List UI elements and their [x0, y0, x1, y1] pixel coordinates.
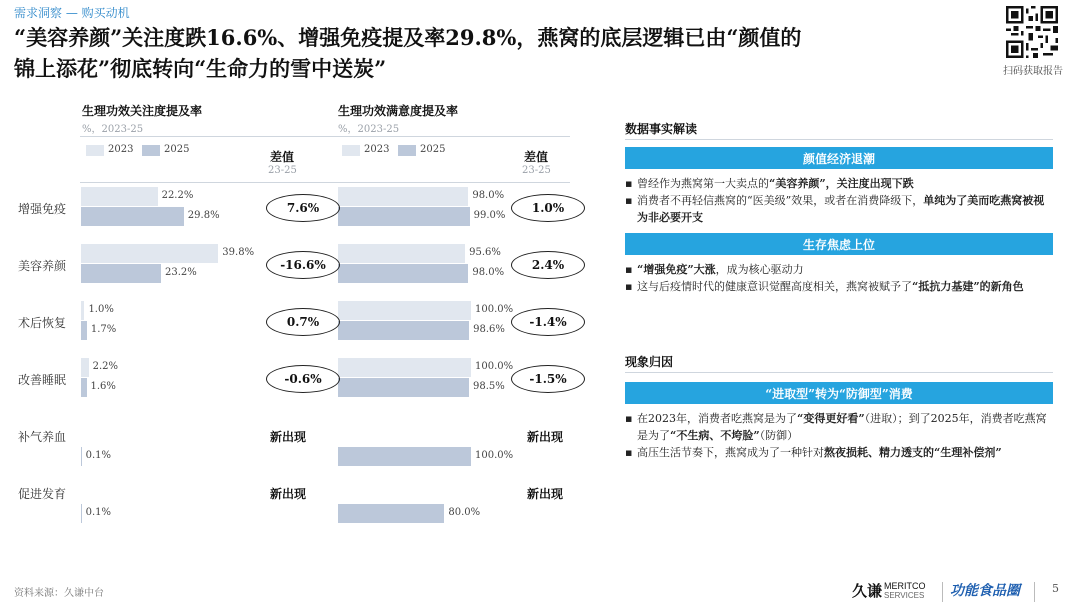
bar-2023 — [338, 244, 465, 263]
bullet-item: ▪ 这与后疫情时代的健康意识觉醒高度相关，燕窝被赋予了“抵抗力基建”的新角色 — [625, 280, 1024, 293]
legend-label-2023: 2023 — [108, 144, 134, 155]
bar-value-label: 29.8% — [187, 210, 220, 221]
bullet-list-3 — [625, 410, 1053, 461]
bar-2023 — [81, 187, 158, 206]
breadcrumb: 需求洞察 — 购买动机 — [14, 6, 130, 20]
bar-value-label: 100.0% — [475, 450, 514, 461]
divider — [80, 136, 570, 137]
bar-value-label: 1.0% — [88, 304, 114, 315]
diff-sub: 23-25 — [522, 165, 551, 176]
category-label: 促进发育 — [18, 487, 67, 501]
legend-swatch-2023 — [86, 145, 104, 156]
bar-value-label: 99.0% — [473, 210, 506, 221]
category-label: 改善睡眠 — [18, 373, 67, 387]
bar-value-label: 1.7% — [90, 324, 117, 335]
diff-ellipse: 7.6% — [266, 194, 340, 222]
facts-title: 数据事实解读 — [625, 122, 698, 136]
legend-swatch-2025 — [142, 145, 160, 156]
page-number: 5 — [1052, 582, 1059, 595]
section-bar-1: 颜值经济退潮 — [625, 147, 1053, 169]
bar-2025 — [338, 447, 471, 466]
category-label: 美容养颜 — [18, 259, 67, 273]
legend-label-2025: 2025 — [420, 144, 446, 155]
cause-title: 现象归因 — [625, 355, 674, 369]
bullet-item: ▪ 在2023年，消费者吃燕窝是为了“变得更好看”（进取）；到了2025年，消费者吃燕窝是为了“不生病、不垮脸”（防御） — [625, 412, 1047, 442]
bar-value-label: 98.5% — [473, 381, 505, 392]
bar-2025 — [81, 504, 82, 523]
bullet-item: ▪ 高压生活节奏下，燕窝成为了一种针对熬夜损耗、精力透支的“生理补偿剂” — [625, 446, 1002, 459]
meritco-logo: MERITCO SERVICES — [884, 581, 926, 600]
bar-2025 — [338, 378, 469, 397]
right-chart-title: 生理功效满意度提及率 — [338, 104, 459, 118]
bar-2025 — [338, 264, 468, 283]
bar-value-label: 1.6% — [90, 381, 116, 392]
bar-value-label: 98.0% — [472, 267, 505, 278]
bar-value-label: 23.2% — [165, 267, 197, 278]
divider — [80, 182, 570, 183]
diff-new-tag: 新出现 — [270, 430, 307, 444]
bar-value-label: 100.0% — [475, 361, 514, 372]
section-bar-3: “进取型”转为“防御型”消费 — [625, 382, 1053, 404]
section-bar-2: 生存焦虑上位 — [625, 233, 1053, 255]
bar-value-label: 100.0% — [475, 304, 514, 315]
bullet-item: ▪ 曾经作为燕窝第一大卖点的“美容养颜”，关注度出现下跌 — [625, 177, 914, 190]
diff-ellipse: -1.4% — [511, 308, 585, 336]
divider — [1034, 582, 1035, 602]
category-label: 术后恢复 — [18, 316, 67, 330]
bar-value-label: 0.1% — [85, 450, 111, 461]
bar-2023 — [338, 358, 471, 377]
diff-sub: 23-25 — [268, 165, 297, 176]
diff-ellipse: -1.5% — [511, 365, 585, 393]
bullet-item: ▪ 消费者不再轻信燕窝的“医美级”效果，或者在消费降级下，单纯为了美而吃燕窝被视为非必要开支 — [625, 194, 1045, 224]
bar-2025 — [81, 447, 82, 466]
right-chart-unit: %，2023-25 — [338, 124, 400, 135]
bar-value-label: 80.0% — [448, 507, 481, 518]
bullet-list-2 — [625, 261, 1053, 295]
bar-2025 — [338, 504, 444, 523]
bar-value-label: 95.6% — [469, 247, 501, 258]
bullet-list-1 — [625, 175, 1053, 226]
bar-2025 — [338, 321, 469, 340]
bar-2023 — [81, 358, 89, 377]
bar-value-label: 22.2% — [161, 190, 194, 201]
jiuqian-logo: 久谦 — [852, 582, 883, 600]
diff-new-tag: 新出现 — [270, 487, 307, 501]
bar-2023 — [338, 187, 468, 206]
bar-2023 — [81, 244, 218, 263]
legend-label-2023: 2023 — [364, 144, 390, 155]
divider — [625, 139, 1053, 140]
legend-swatch-2023 — [342, 145, 360, 156]
bar-value-label: 98.6% — [473, 324, 505, 335]
page-title: “美容养颜”关注度跌16.6%、增强免疫提及率29.8%，燕窝的底层逻辑已由“颜值的 锦上添花”彻底转向“生命力的雪中送炭” — [14, 25, 802, 81]
gongneng-logo: 功能食品圈 — [950, 583, 1020, 599]
divider — [942, 582, 943, 602]
left-chart-unit: %，2023-25 — [82, 124, 144, 135]
bar-2025 — [81, 378, 87, 397]
diff-ellipse: 2.4% — [511, 251, 585, 279]
diff-header: 差值 — [270, 150, 295, 164]
left-chart-title: 生理功效关注度提及率 — [82, 104, 203, 118]
bar-2025 — [81, 321, 87, 340]
bullet-item: ▪ “增强免疫”大涨，成为核心驱动力 — [625, 263, 804, 276]
diff-header: 差值 — [524, 150, 549, 164]
legend-swatch-2025 — [398, 145, 416, 156]
bar-2023 — [338, 301, 471, 320]
diff-ellipse: -16.6% — [266, 251, 340, 279]
bar-2025 — [81, 264, 161, 283]
bar-2025 — [338, 207, 470, 226]
bar-value-label: 0.1% — [85, 507, 111, 518]
category-label: 补气养血 — [18, 430, 67, 444]
bar-value-label: 2.2% — [92, 361, 118, 372]
bar-value-label: 39.8% — [222, 247, 255, 258]
diff-new-tag: 新出现 — [527, 430, 564, 444]
diff-ellipse: 1.0% — [511, 194, 585, 222]
bar-2023 — [81, 301, 84, 320]
bar-value-label: 98.0% — [472, 190, 505, 201]
diff-ellipse: 0.7% — [266, 308, 340, 336]
qr-code-icon[interactable] — [1006, 6, 1058, 58]
diff-ellipse: -0.6% — [266, 365, 340, 393]
category-label: 增强免疫 — [18, 202, 67, 216]
diff-new-tag: 新出现 — [527, 487, 564, 501]
qr-caption: 扫码获取报告 — [1003, 66, 1063, 77]
bar-2025 — [81, 207, 184, 226]
source-note: 资料来源：久谦中台 — [14, 588, 104, 599]
divider — [625, 372, 1053, 373]
legend-label-2025: 2025 — [164, 144, 190, 155]
